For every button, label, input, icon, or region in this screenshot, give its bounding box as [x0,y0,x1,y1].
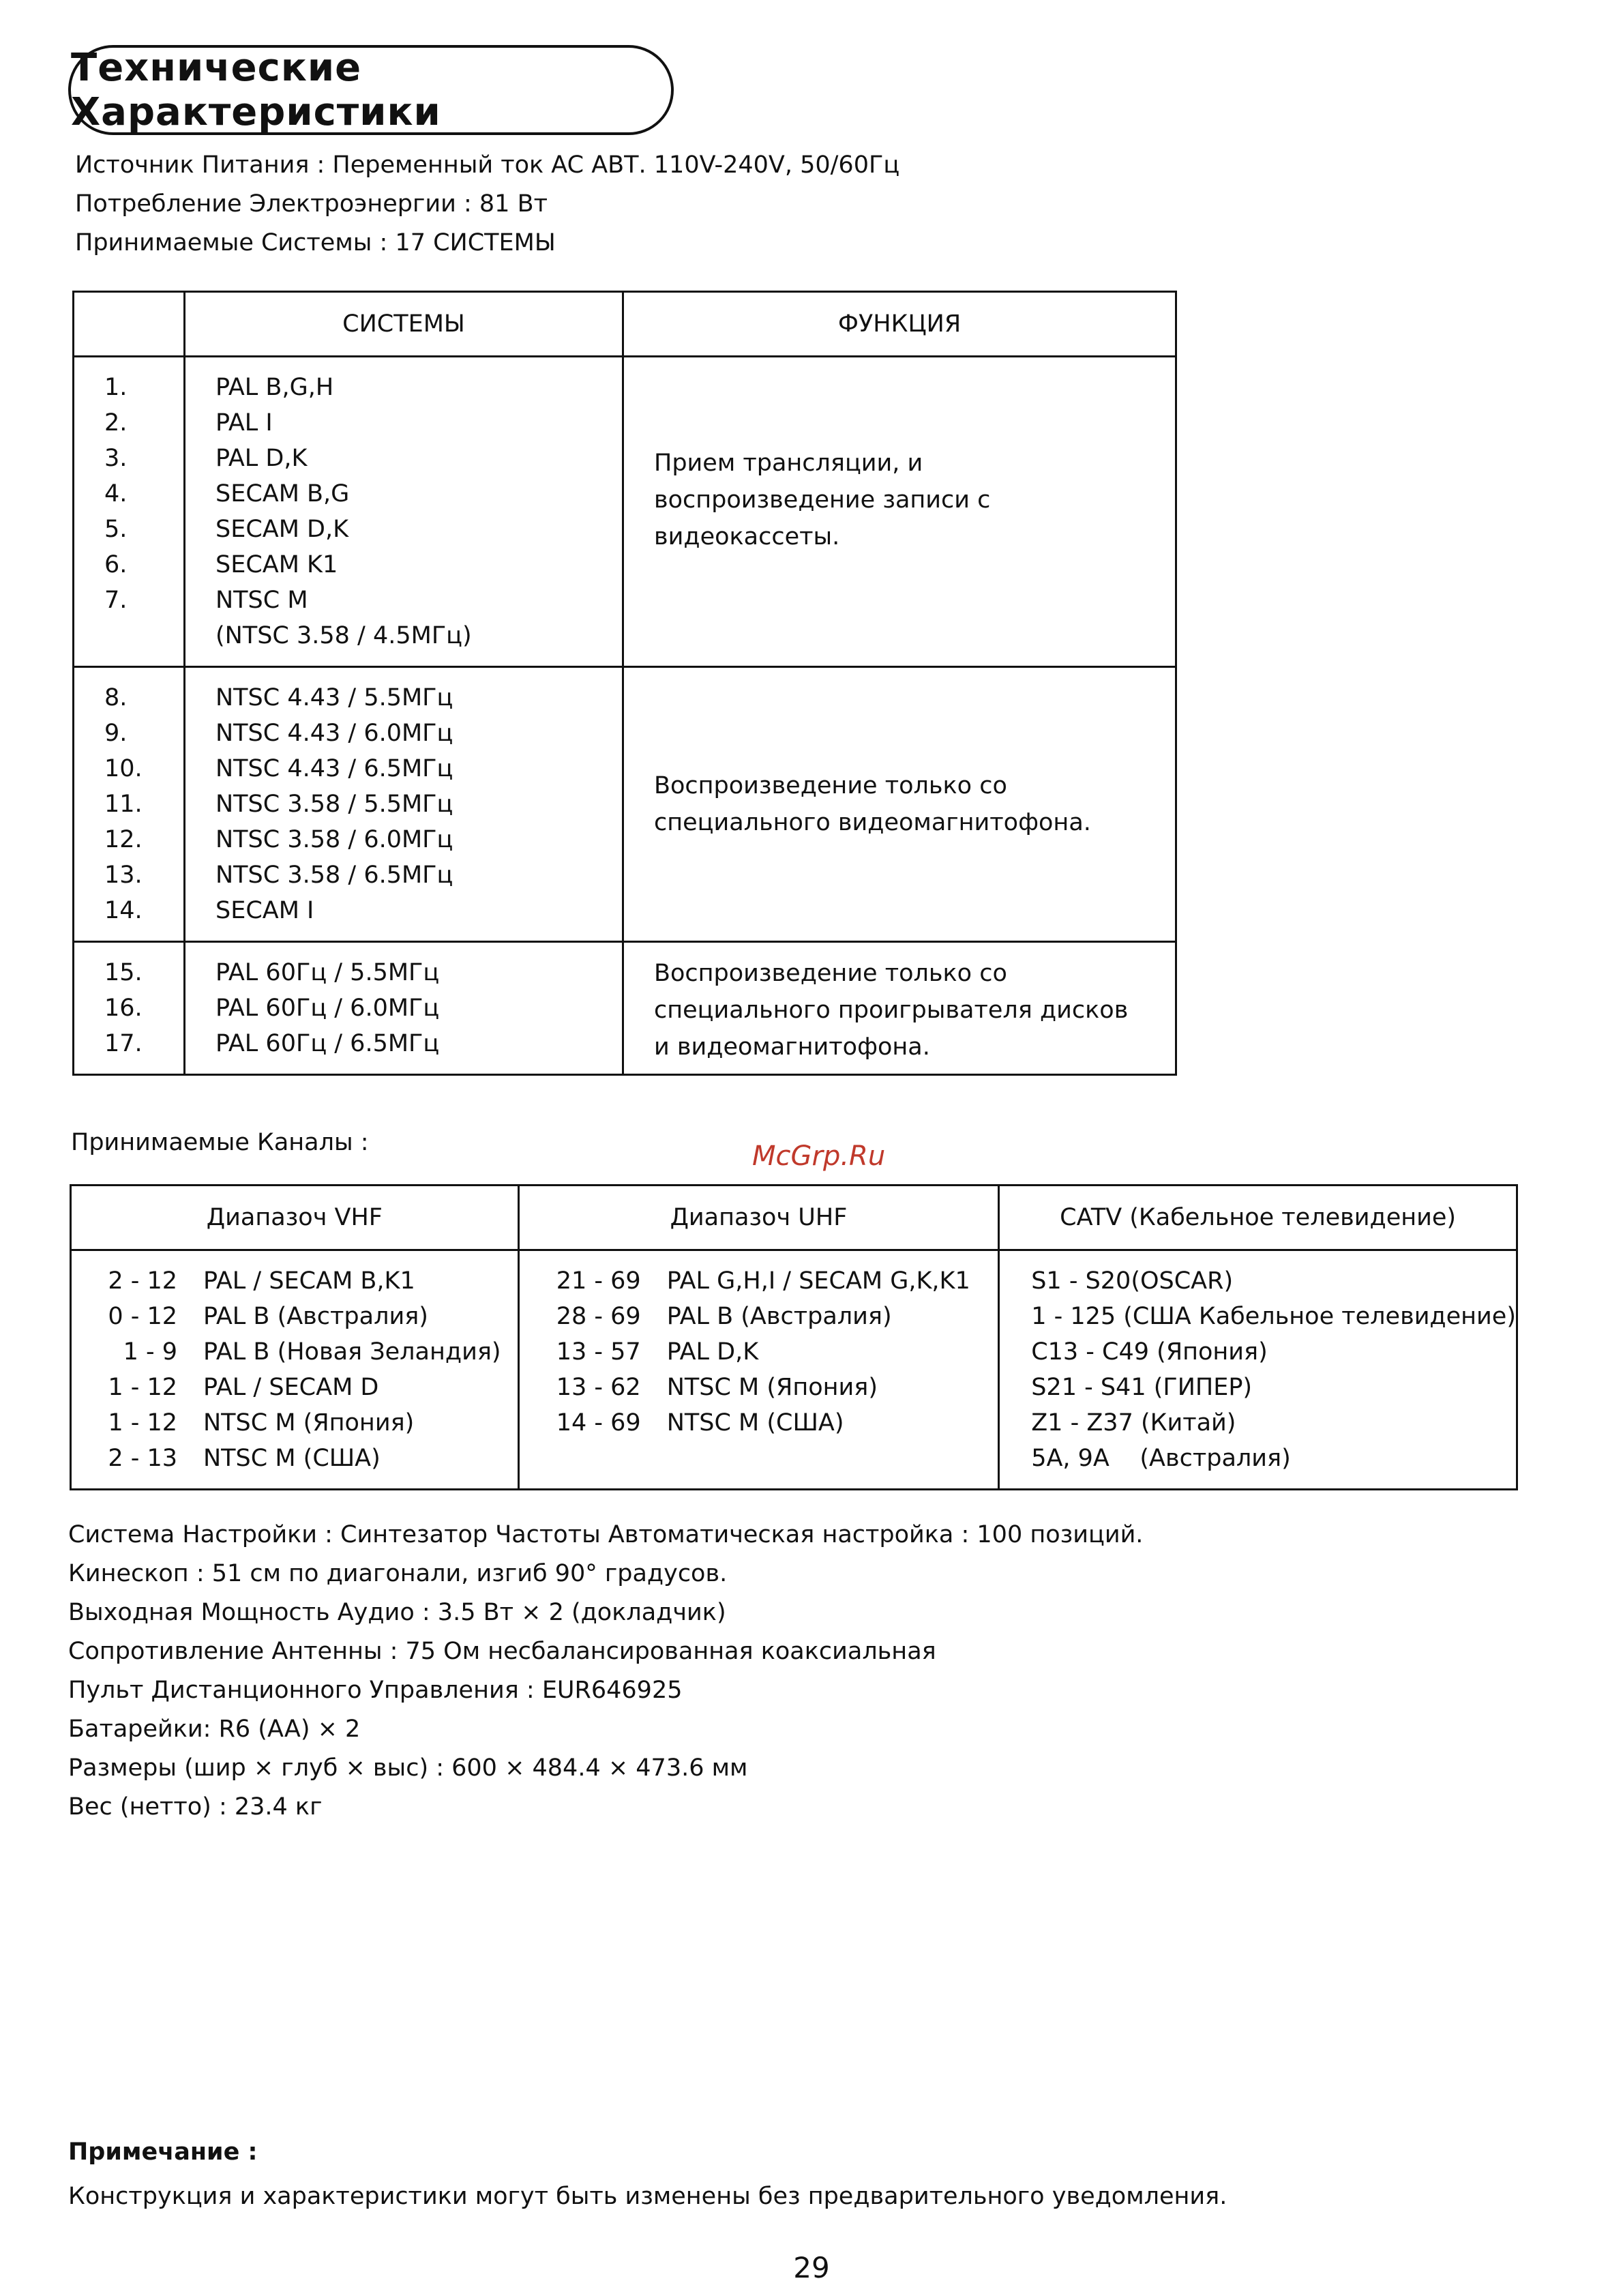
system-name: NTSC 3.58 / 6.5МГц [215,862,453,889]
vhf-range: 0 - 12 [108,1303,177,1330]
note-text: Конструкция и характеристики могут быть изменены без предварительного уведомления. [68,2183,1227,2210]
num: 7. [104,587,128,614]
system-name: SECAM D,K [215,516,349,543]
system-name: SECAM B,G [215,480,350,507]
system-name: PAL B,G,H [215,374,334,401]
system-name: NTSC M [215,587,308,614]
header-catv: CATV (Кабельное телевидение) [999,1186,1517,1250]
spec-dimensions: Размеры (шир × глуб × выс) : 600 × 484.4 × 473.6 мм [68,1754,748,1782]
uhf-range: 14 - 69 [556,1409,641,1437]
systems-group-1 [74,357,1176,667]
channels-label: Принимаемые Каналы : [71,1129,369,1156]
channels-table [70,1184,1518,1490]
systems-group-2 [74,667,1176,942]
spec-audio-output: Выходная Мощность Аудио : 3.5 Вт × 2 (докладчик) [68,1599,726,1626]
system-name: NTSC 4.43 / 5.5МГц [215,684,453,711]
systems-table [72,291,1177,1076]
group-2-function: Воспроизведение только со специального видеомагнитофона. [623,667,1176,942]
num: 12. [104,826,143,853]
catv-range: 1 - 125 (США Кабельное телевидение) [1031,1303,1516,1330]
catv-range: Z1 - Z37 (Китай) [1031,1409,1236,1437]
num: 15. [104,959,143,986]
catv-range: C13 - C49 (Япония) [1031,1338,1268,1366]
uhf-range: 21 - 69 [556,1267,641,1295]
catv-range: 5A, 9A (Австралия) [1031,1445,1291,1472]
num: 17. [104,1030,143,1057]
uhf-system: NTSC M (Япония) [666,1374,878,1401]
vhf-system: PAL / SECAM D [203,1374,379,1401]
group-1-numbers [74,357,185,667]
header-systems: СИСТЕМЫ [185,292,623,357]
vhf-cell [71,1250,519,1490]
uhf-system: PAL D,K [666,1338,759,1366]
num: 10. [104,755,143,782]
system-name: SECAM I [215,897,314,924]
num: 3. [104,445,128,472]
vhf-system: PAL / SECAM B,K1 [203,1267,415,1295]
channels-body-row [71,1250,1517,1490]
page-title: Технические Характеристики [68,45,674,135]
systems-group-3 [74,942,1176,1075]
group-3-numbers [74,942,185,1075]
uhf-cell [518,1250,999,1490]
systems-header-row [74,292,1176,357]
catv-range: S21 - S41 (ГИПЕР) [1031,1374,1253,1401]
spec-picture-tube: Кинескоп : 51 см по диагонали, изгиб 90° градусов. [68,1560,728,1587]
group-3-systems [185,942,623,1075]
header-number [74,292,185,357]
group-1-function: Прием трансляции, и воспроизведение записи с видеокассеты. [623,357,1176,667]
group-2-systems [185,667,623,942]
uhf-range: 13 - 62 [556,1374,641,1401]
catv-cell [999,1250,1517,1490]
system-name: SECAM K1 [215,551,338,578]
group-1-systems [185,357,623,667]
num: 6. [104,551,128,578]
system-name: PAL 60Гц / 6.0МГц [215,995,440,1022]
num: 9. [104,720,128,747]
channels-header-row [71,1186,1517,1250]
uhf-system: PAL B (Австралия) [666,1303,892,1330]
catv-range: S1 - S20(OSCAR) [1031,1267,1234,1295]
system-name: PAL I [215,409,273,437]
group-3-function: Воспроизведение только со специального проигрывателя дисков и видеомагнитофона. [623,942,1176,1075]
num: 14. [104,897,143,924]
vhf-range: 1 - 9 [123,1338,177,1366]
vhf-system: NTSC M (США) [203,1445,381,1472]
num: 5. [104,516,128,543]
uhf-system: NTSC M (США) [666,1409,844,1437]
system-name: NTSC 3.58 / 5.5МГц [215,791,453,818]
system-name: NTSC 4.43 / 6.5МГц [215,755,453,782]
num: 1. [104,374,128,401]
num: 16. [104,995,143,1022]
spec-weight: Вес (нетто) : 23.4 кг [68,1793,323,1821]
num: 8. [104,684,128,711]
uhf-range: 13 - 57 [556,1338,641,1366]
num: 4. [104,480,128,507]
vhf-range: 2 - 13 [108,1445,177,1472]
spec-tuning-system: Система Настройки : Синтезатор Частоты Автоматическая настройка : 100 позиций. [68,1521,1144,1548]
header-function: ФУНКЦИЯ [623,292,1176,357]
num: 11. [104,791,143,818]
spec-power-consumption: Потребление Электроэнергии : 81 Вт [75,190,548,218]
system-name: PAL 60Гц / 5.5МГц [215,959,440,986]
vhf-system: NTSC M (Япония) [203,1409,415,1437]
system-name: (NTSC 3.58 / 4.5МГц) [215,622,472,649]
system-name: PAL D,K [215,445,308,472]
uhf-range: 28 - 69 [556,1303,641,1330]
note-title: Примечание : [68,2138,258,2166]
spec-remote-control: Пульт Дистанционного Управления : EUR646925 [68,1677,683,1704]
num: 13. [104,862,143,889]
vhf-system: PAL B (Новая Зеландия) [203,1338,501,1366]
header-vhf: Диапазоч VHF [71,1186,519,1250]
num: 2. [104,409,128,437]
page-number: 29 [793,2251,830,2284]
uhf-system: PAL G,H,I / SECAM G,K,K1 [666,1267,970,1295]
num [104,618,183,653]
system-name: NTSC 4.43 / 6.0МГц [215,720,453,747]
spec-antenna-impedance: Сопротивление Антенны : 75 Ом несбалансированная коаксиальная [68,1638,936,1665]
system-name: PAL 60Гц / 6.5МГц [215,1030,440,1057]
header-uhf: Диапазоч UHF [518,1186,999,1250]
vhf-range: 1 - 12 [108,1374,177,1401]
spec-power-source: Источник Питания : Переменный ток AC АВТ. 110V-240V, 50/60Гц [75,151,900,179]
system-name: NTSC 3.58 / 6.0МГц [215,826,453,853]
spec-batteries: Батарейки: R6 (AA) × 2 [68,1716,361,1743]
vhf-range: 2 - 12 [108,1267,177,1295]
group-2-numbers [74,667,185,942]
vhf-range: 1 - 12 [108,1409,177,1437]
spec-systems-count: Принимаемые Системы : 17 СИСТЕМЫ [75,229,556,256]
watermark: McGrp.Ru [752,1140,886,1172]
vhf-system: PAL B (Австралия) [203,1303,428,1330]
